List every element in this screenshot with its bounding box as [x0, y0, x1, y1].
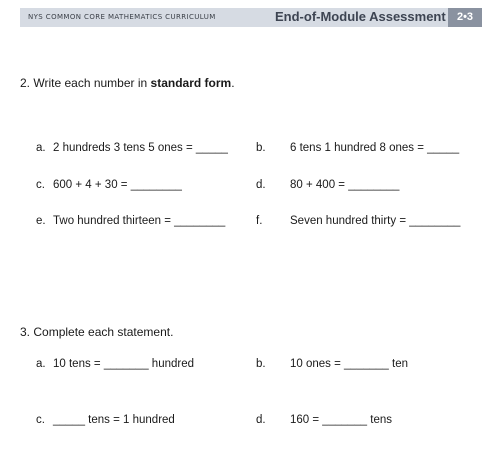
q2-item-a: 2 hundreds 3 tens 5 ones = _____	[53, 142, 228, 154]
item-label: f.	[256, 215, 263, 227]
item-label: b.	[256, 358, 266, 370]
question-2-prompt	[20, 76, 235, 90]
q2-item-f: Seven hundred thirty = ________	[290, 215, 461, 227]
item-label: c.	[36, 414, 45, 426]
q2-item-c: 600 + 4 + 30 = ________	[53, 179, 182, 191]
item-label: a.	[36, 142, 46, 154]
module-badge: 2•3	[448, 8, 482, 27]
question-2-text: Write each number in standard form.	[33, 76, 235, 90]
q3-item-c: _____ tens = 1 hundred	[53, 414, 175, 426]
curriculum-title: NYS COMMON CORE MATHEMATICS CURRICULUM	[28, 13, 216, 21]
q2-item-d: 80 + 400 = ________	[290, 179, 400, 191]
q2-item-e: Two hundred thirteen = ________	[53, 215, 226, 227]
q3-item-a: 10 tens = _______ hundred	[53, 358, 194, 370]
q2-item-b: 6 tens 1 hundred 8 ones = _____	[290, 142, 460, 154]
question-3-number: 3.	[20, 325, 31, 339]
q3-item-d: 160 = _______ tens	[290, 414, 392, 426]
item-label: d.	[256, 414, 266, 426]
item-label: e.	[36, 215, 46, 227]
item-label: a.	[36, 358, 46, 370]
item-label: b.	[256, 142, 266, 154]
assessment-title: End-of-Module Assessment	[275, 9, 446, 24]
page-header	[20, 8, 482, 27]
question-2-number: 2.	[20, 76, 31, 90]
item-label: d.	[256, 179, 266, 191]
q3-item-b: 10 ones = _______ ten	[290, 358, 408, 370]
question-3-text: Complete each statement.	[33, 325, 174, 339]
question-3-prompt	[20, 325, 173, 339]
item-label: c.	[36, 179, 45, 191]
